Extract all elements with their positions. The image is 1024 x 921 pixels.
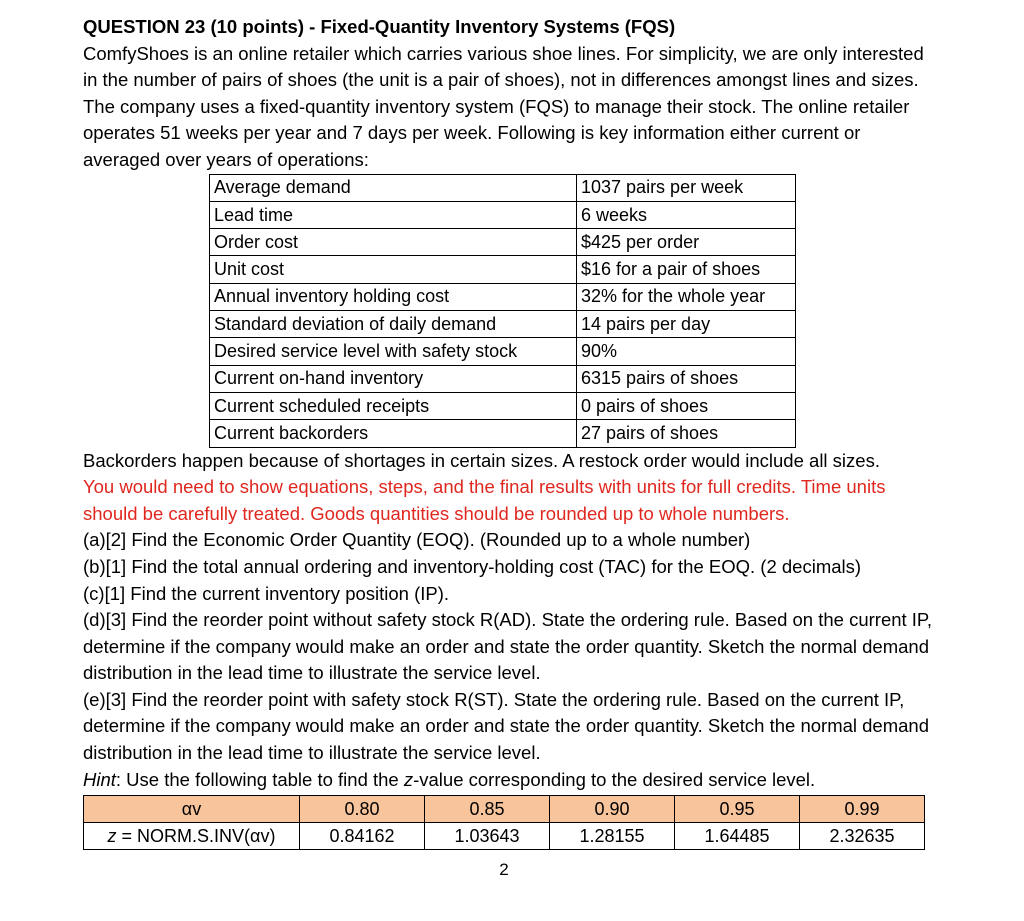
z-value: 1.28155 (550, 823, 675, 850)
info-label: Standard deviation of daily demand (210, 311, 577, 338)
part-e: (e)[3] Find the reorder point with safety stock R(ST). State the ordering rule. Based on the current IP, determine if the company would make an order and state the order quantity. Sketch the normal demand distribution in the lead time to illustrate the service level. (83, 688, 929, 764)
hint-line (83, 767, 933, 794)
z-value: 1.03643 (425, 823, 550, 850)
z-table-value-row (84, 823, 925, 850)
part-b: (b)[1] Find the total annual ordering and inventory-holding cost (TAC) for the EOQ. (2 decimals) (83, 555, 862, 577)
info-value: 27 pairs of shoes (577, 420, 796, 447)
key-info-table (209, 174, 796, 448)
z-value: 1.64485 (675, 823, 800, 850)
info-label: Desired service level with safety stock (210, 338, 577, 365)
table-row (210, 283, 796, 310)
hint-text-after: -value corresponding to the desired service level. (413, 768, 816, 790)
z-row-label (84, 823, 300, 850)
info-label: Current backorders (210, 420, 577, 447)
z-value: 2.32635 (800, 823, 925, 850)
alpha-value: 0.80 (300, 796, 425, 823)
z-value-table (83, 795, 925, 850)
table-row (210, 338, 796, 365)
info-label: Unit cost (210, 256, 577, 283)
alpha-value: 0.85 (425, 796, 550, 823)
z-row-label-rest: = NORM.S.INV(αv) (116, 825, 276, 846)
table-row (210, 311, 796, 338)
hint-z-italic: z (403, 768, 414, 790)
question-intro: ComfyShoes is an online retailer which carries various shoe lines. For simplicity, we are only interested in the number of pairs of shoes (the unit is a pair of shoes), not in differences amongst lines and sizes. The company uses a fixed-quantity inventory system (FQS) to manage their stock. The online retailer operates 51 weeks per year and 7 days per week. Following is key information either current or averaged over years of operations: (83, 42, 924, 170)
alpha-header-label: αv (84, 796, 300, 823)
page-number: 2 (499, 860, 509, 879)
info-value: 14 pairs per day (577, 311, 796, 338)
info-value: 1037 pairs per week (577, 174, 796, 201)
alpha-value: 0.95 (675, 796, 800, 823)
info-label: Lead time (210, 201, 577, 228)
info-value: 90% (577, 338, 796, 365)
hint-label: Hint (83, 768, 116, 790)
question-page (83, 14, 933, 850)
backorder-note: Backorders happen because of shortages in certain sizes. A restock order would include all sizes. (83, 449, 880, 471)
question-title: QUESTION 23 (10 points) - Fixed-Quantity Inventory Systems (FQS) (83, 16, 676, 37)
z-row-label-z: z (107, 825, 117, 846)
info-value: 6 weeks (577, 201, 796, 228)
info-label: Annual inventory holding cost (210, 283, 577, 310)
info-label: Order cost (210, 229, 577, 256)
part-c: (c)[1] Find the current inventory position (IP). (83, 582, 450, 604)
info-label: Average demand (210, 174, 577, 201)
grading-instruction: You would need to show equations, steps, and the final results with units for full credits. Time units should be carefully treated. Goods quantities should be rounded up to whole numbers. (83, 476, 886, 524)
hint-text-before: : Use the following table to find the (115, 768, 404, 790)
table-row (210, 229, 796, 256)
table-row (210, 201, 796, 228)
table-row (210, 174, 796, 201)
table-row (210, 256, 796, 283)
table-row (210, 420, 796, 447)
info-value: $16 for a pair of shoes (577, 256, 796, 283)
alpha-value: 0.99 (800, 796, 925, 823)
table-row (210, 365, 796, 392)
part-a: (a)[2] Find the Economic Order Quantity (EOQ). (Rounded up to a whole number) (83, 529, 751, 551)
info-value: 0 pairs of shoes (577, 392, 796, 419)
info-label: Current on-hand inventory (210, 365, 577, 392)
info-value: 32% for the whole year (577, 283, 796, 310)
part-d: (d)[3] Find the reorder point without safety stock R(AD). State the ordering rule. Based on the current IP, determine if the company would make an order and state the order quantity. Sketch the normal demand distribution in the lead time to illustrate the service level. (83, 609, 933, 684)
alpha-value: 0.90 (550, 796, 675, 823)
z-value: 0.84162 (300, 823, 425, 850)
table-row (210, 392, 796, 419)
z-table-header-row (84, 796, 925, 823)
info-value: $425 per order (577, 229, 796, 256)
info-label: Current scheduled receipts (210, 392, 577, 419)
info-value: 6315 pairs of shoes (577, 365, 796, 392)
